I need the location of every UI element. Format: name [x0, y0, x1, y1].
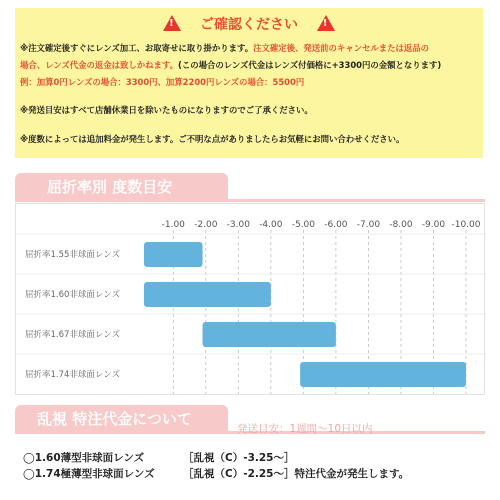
notice-line-4: ※発送目安はすべて店舗休業日を除いたものになりますのでご了承ください。 — [20, 105, 313, 115]
x-tick-label: -6.00 — [324, 220, 348, 230]
x-tick-label: -5.00 — [291, 220, 316, 230]
notice-line-1 — [20, 42, 429, 54]
shipping-schedule: 発送目安：1週間〜10日以内 — [237, 423, 373, 435]
category-label: 屈折率1.60非球面レンズ — [25, 290, 120, 300]
category-label: 屈折率1.67非球面レンズ — [25, 330, 120, 340]
x-tick-label: -8.00 — [389, 220, 413, 230]
range-bar — [300, 362, 466, 387]
range-bar — [203, 322, 336, 347]
x-tick-label: -10.00 — [451, 220, 481, 230]
notice-title: ご確認ください — [200, 17, 298, 33]
range-bar — [144, 242, 203, 267]
notice-text: ※注文確定後すぐにレンズ加工、お取寄せに取り掛かります。 — [20, 43, 254, 53]
x-tick-label: -2.00 — [194, 220, 218, 230]
notice-line-3: 例：加算0円レンズの場合：3300円、加算2200円レンズの場合：5500円 — [20, 77, 305, 87]
notice-box — [15, 8, 483, 158]
x-tick-label: -1.00 — [161, 220, 185, 230]
notice-line-2 — [20, 59, 441, 71]
x-tick-label: -9.00 — [421, 220, 446, 230]
x-tick-label: -3.00 — [226, 220, 250, 230]
lens-line-1 — [23, 450, 295, 465]
lens-name: ◯1.74極薄型非球面レンズ — [23, 468, 155, 480]
category-label: 屈折率1.74非球面レンズ — [25, 370, 120, 380]
notice-text-red: 注文確定後、発送前のキャンセルまたは返品の — [253, 43, 430, 53]
range-bar — [144, 282, 271, 307]
refraction-chart — [16, 204, 486, 396]
notice-header — [15, 14, 483, 34]
section-divider — [15, 199, 485, 202]
lens-spec: ［乱視（C）-2.25〜］特注代金が発生します。 — [183, 468, 410, 480]
chart-box — [15, 203, 485, 395]
lens-name: ◯1.60薄型非球面レンズ — [23, 452, 145, 464]
category-label: 屈折率1.55非球面レンズ — [25, 250, 120, 260]
section-title-astigmatism: 乱視 特注代金について — [15, 405, 228, 433]
notice-text: (この場合のレンズ代金はレンズ付価格に+3300円の金額となります) — [178, 60, 442, 70]
lens-line-2 — [23, 466, 410, 481]
notice-line-5: ※度数によっては追加料金が発生します。ご不明な点がありましたらお気軽にお問い合わせください。 — [20, 134, 405, 144]
section-title-refraction: 屈折率別 度数目安 — [15, 173, 228, 201]
warning-icon — [163, 15, 181, 31]
x-tick-label: -4.00 — [259, 220, 283, 230]
x-tick-label: -7.00 — [356, 220, 381, 230]
warning-icon — [317, 15, 335, 31]
notice-text-red: 場合、レンズ代金の返金は致しかねます。 — [20, 60, 178, 70]
lens-spec: ［乱視（C）-3.25〜］ — [183, 452, 295, 464]
